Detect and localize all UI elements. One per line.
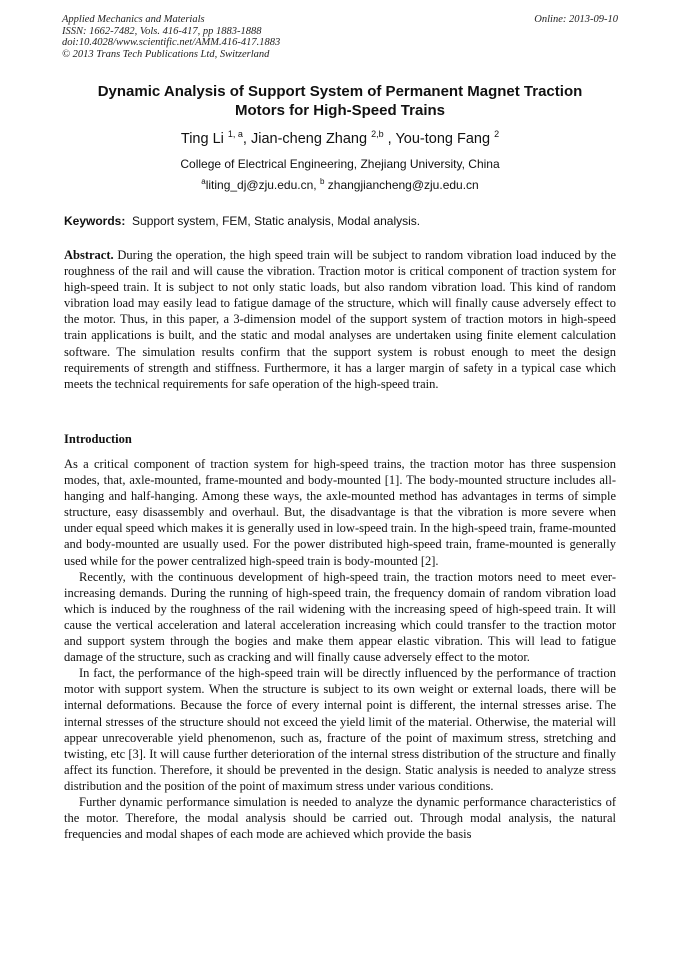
author-list: Ting Li $^{1, a}$, Jian-cheng Zhang $^{2,b}$ , You-tong Fang $^2$ — [180, 129, 500, 147]
paragraph: Recently, with the continuous development of high-speed train, the traction motors need to meet ever-increasing demands. During the running of high-speed train, the frequency domain of random vibration load which is induced by the roughness of the rail widening with the increasing speed of high-speed train. It will cause the vertical acceleration and lateral acceleration increasing which could transfer to the traction motor and support system through the bogies and make them appear elastic vibration. This will lead to fatigue damage of the structure, such as cracking and will finally cause adversely effect to the motor. — [64, 569, 616, 665]
introduction-body — [64, 456, 616, 842]
email-mark: a — [201, 177, 206, 186]
author-name: You-tong Fang — [395, 131, 491, 147]
keywords-list: Support system, FEM, Static analysis, Modal analysis. — [132, 214, 421, 228]
issn-line: ISSN: 1662-7482, Vols. 416-417, pp 1883-1888 — [62, 25, 262, 37]
abstract — [64, 247, 616, 392]
author-affiliation-mark: 1, a — [227, 129, 243, 139]
journal-name: Applied Mechanics and Materials — [62, 14, 205, 25]
paragraph: As a critical component of traction system for high-speed trains, the traction motor has three suspension modes, that, axle-mounted, frame-mounted and body-mounted [1]. The body-mounted structure includes all-hanging and half-hanging. Among these ways, the axle-mounted method has advantages in terms of simple structure, easy disassembly and overhaul. But, the disadvantage is that the vibration is more severe when under equal speed which makes it is generally used in low-speed train. In the high-speed train, frame-mounted and body-mounted are usually used. For the power distributed high-speed train, frame-mounted is generally used while for the power centralized high-speed train is body-mounted [2]. — [64, 457, 616, 568]
publication-header — [62, 14, 618, 60]
section-heading-introduction: Introduction — [64, 432, 132, 446]
author-affiliation-mark: 2 — [494, 129, 500, 139]
doi-line: doi:10.4028/www.scientific.net/AMM.416-417.1883 — [62, 37, 281, 49]
email-address: zhangjiancheng@zju.edu.cn — [327, 178, 479, 192]
affiliation: College of Electrical Engineering, Zhejiang University, China — [180, 157, 500, 171]
author-affiliation-mark: 2,b — [371, 129, 384, 139]
email-mark: b — [319, 177, 325, 186]
author-name: Jian-cheng Zhang — [250, 131, 368, 147]
email-address: liting_dj@zju.edu.cn, — [205, 178, 317, 192]
online-date: Online: 2013-09-10 — [534, 14, 618, 25]
paragraph: Further dynamic performance simulation is needed to analyze the dynamic performance characteristics of the motor. Therefore, the modal analysis should be carried out. Through modal analysis, the natural frequencies and modal shapes of each mode are achieved which provide the basis — [64, 794, 616, 842]
paragraph: In fact, the performance of the high-speed train will be directly influenced by the performance of traction motor with support system. When the structure is subject to its own weight or external loads, there will be internal deformations. Because the force of every internal point is different, the internal stresses arise. The internal stresses of the structure should not exceed the yield limit of the material. Otherwise, the material will appear unrecoverable yield phenomenon, such as, fracture of the point of maximum stress, stretching and twisting, etc [3]. It will cause further deterioration of the internal stress distribution of the structure and finally affect its function. Therefore, it should be prevented in the design. Static analysis is needed to analyze stress distribution and the position of the point of maximum stress under various conditions. — [64, 666, 616, 793]
keywords — [64, 214, 616, 229]
title-line-2: Motors for High-Speed Trains — [234, 102, 445, 119]
keywords-label: Keywords: — [64, 214, 126, 228]
abstract-label: Abstract. — [64, 248, 114, 262]
title-line-1: Dynamic Analysis of Support System of Permanent Magnet Traction — [97, 83, 583, 100]
author-name: Ting Li — [180, 131, 224, 147]
paper-title — [62, 82, 618, 120]
abstract-text: During the operation, the high speed train will be subject to random vibration load induced by the roughness of the rail and will cause the vibration. Traction motor is critical component of traction system for high-speed train. It is subject to not only static loads, but also random vibration load. This kind of random vibration load may easily lead to fatigue damage of the structure, which will finally cause adversely effect to the motor. Thus, in this paper, a 3-dimension model of the support system of traction motors in high-speed train applications is built, and the static and modal analyses are undertaken using finite element calculation software. The simulation results confirm that the support system is robust enough to meet the design requirements of strength and stiffness. Furthermore, it has a larger margin of safety in a typical case which meets the technical requirements for safe operation of the high-speed train. — [64, 248, 617, 391]
author-emails — [62, 177, 618, 193]
copyright-line: © 2013 Trans Tech Publications Ltd, Switzerland — [62, 48, 270, 60]
